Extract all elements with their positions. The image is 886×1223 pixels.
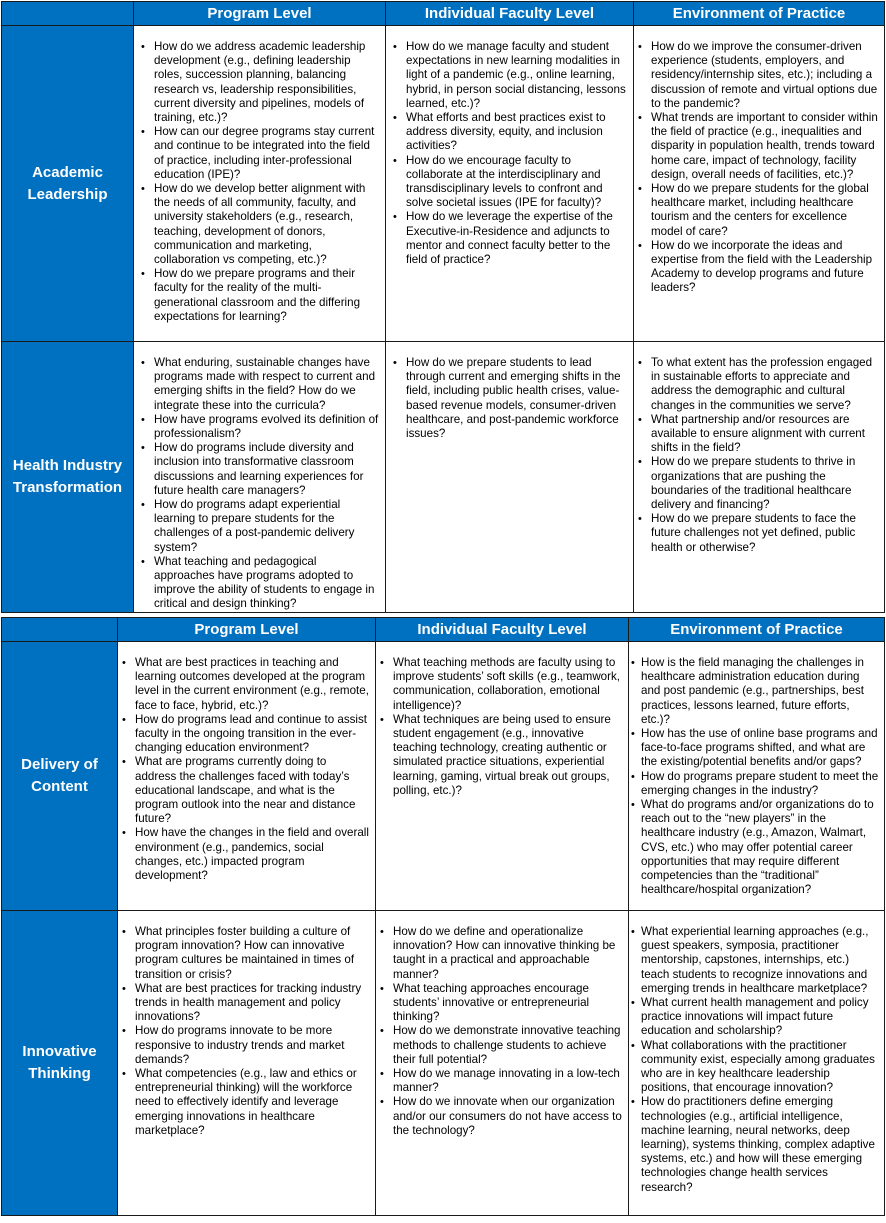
cell-environment-of-practice xyxy=(629,911,885,1216)
cell-faculty-level xyxy=(376,642,629,911)
column-header: Program Level xyxy=(134,2,386,26)
question-item: • How do we address academic leadership development (e.g., defining leadership roles, succession planning, balancing research vs, leadership responsibilities, current diversity and pipelines, models of training, etc.)? xyxy=(137,40,379,125)
question-item: • How do we prepare students to face the future challenges not yet defined, public health or otherwise? xyxy=(634,512,880,555)
question-item: • How do we prepare students to lead through current and emerging shifts in the field, including public health crises, value-based revenue models, consumer-driven healthcare, and post-pandemic workforce issues? xyxy=(389,356,627,441)
question-item: • What collaborations with the practitioner community exist, especially among graduates who are in key healthcare leadership positions, that encourage innovation? xyxy=(629,1039,880,1096)
question-item: • What enduring, sustainable changes have programs made with respect to current and emerging shifts in the field? How do we integrate these into the curricula? xyxy=(137,356,379,413)
question-item: • How do we encourage faculty to collaborate at the interdisciplinary and transdisciplinary levels to confront and solve societal issues (IPE for faculty)? xyxy=(389,154,627,211)
question-item: • How do we manage innovating in a low-tech manner? xyxy=(376,1067,622,1095)
table-row xyxy=(2,642,885,911)
question-item: • How do programs innovate to be more responsive to industry trends and market demands? xyxy=(118,1024,369,1067)
question-item: • How do programs prepare student to meet the emerging changes in the industry? xyxy=(629,770,880,798)
question-item: • What are best practices in teaching and learning outcomes developed at the program level in the current environment (e.g., remote, face to face, hybrid, etc.)? xyxy=(118,656,369,713)
column-header: Environment of Practice xyxy=(629,618,885,642)
bullet-list xyxy=(376,642,628,798)
question-item: • How have programs evolved its definition of professionalism? xyxy=(137,413,379,441)
question-item: • How do we leverage the expertise of the Executive-in-Residence and adjuncts to mentor and connect faculty better to the field of practice? xyxy=(389,210,627,267)
question-item: • What are programs currently doing to address the challenges faced with today’s educational landscape, and what is the program outlook into the near and distance future? xyxy=(118,755,369,826)
bullet-list xyxy=(376,911,628,1138)
question-item: • How do we prepare students for the global healthcare market, including healthcare tourism and the centers for excellence model of care? xyxy=(634,182,880,239)
question-item: • What principles foster building a culture of program innovation? How can innovative program cultures be maintained in times of transition or crisis? xyxy=(118,925,369,982)
cell-faculty-level xyxy=(386,26,634,342)
question-item: • How do programs include diversity and inclusion into transformative classroom discussions and learning experiences for future health care managers? xyxy=(137,441,379,498)
question-item: • What are best practices for tracking industry trends in health management and policy innovations? xyxy=(118,982,369,1025)
column-header: Program Level xyxy=(118,618,376,642)
question-item: • What partnership and/or resources are available to ensure alignment with current shifts in the field? xyxy=(634,413,880,456)
table-row xyxy=(2,911,885,1216)
question-item: • What teaching methods are faculty using to improve students’ soft skills (e.g., teamwork, communication, collaboration, emotional intelligence)? xyxy=(376,656,622,713)
bullet-list xyxy=(386,342,633,441)
cell-faculty-level xyxy=(386,342,634,613)
question-item: • What current health management and policy practice innovations will impact future education and scholarship? xyxy=(629,996,880,1039)
bullet-list xyxy=(634,26,884,296)
question-item: • What experiential learning approaches (e.g., guest speakers, symposia, practitioner mentorship, capstones, internships, etc.) teach students to recognize innovations and emerging trends in healthcare marketplace? xyxy=(629,925,880,996)
cell-environment-of-practice xyxy=(634,342,885,613)
table-row xyxy=(2,26,885,342)
bullet-list xyxy=(386,26,633,267)
column-header: Individual Faculty Level xyxy=(376,618,629,642)
row-header: Health Industry Transformation xyxy=(2,342,134,613)
question-item: • How do practitioners define emerging technologies (e.g., artificial intelligence, machine learning, neural networks, deep learning), systems thinking, complex adaptive systems, etc.) and how will these emerging technologies change health services research? xyxy=(629,1095,880,1194)
question-item: • What teaching and pedagogical approaches have programs adopted to improve the ability of students to engage in critical and design thinking? xyxy=(137,555,379,612)
bullet-list xyxy=(134,26,385,324)
corner-cell xyxy=(2,2,134,26)
column-header: Environment of Practice xyxy=(634,2,885,26)
cell-program-level xyxy=(118,642,376,911)
question-item: • What teaching approaches encourage students’ innovative or entrepreneurial thinking? xyxy=(376,982,622,1025)
question-item: • How do we improve the consumer-driven experience (students, employers, and residency/internship sites, etc.); including a discussion of remote and virtual options due to the pandemic? xyxy=(634,40,880,111)
questions-table-1 xyxy=(1,1,885,613)
question-item: • How do we demonstrate innovative teaching methods to challenge students to achieve their full potential? xyxy=(376,1024,622,1067)
question-item: • How do we develop better alignment with the needs of all community, faculty, and university stakeholders (e.g., research, teaching, development of donors, communication and marketing, collaboration vs competing, etc.)? xyxy=(137,182,379,267)
question-item: • How is the field managing the challenges in healthcare administration education during and post pandemic (e.g., partnerships, best practices, lessons learned, future efforts, etc.)? xyxy=(629,656,880,727)
cell-program-level xyxy=(134,26,386,342)
cell-environment-of-practice xyxy=(634,26,885,342)
question-item: • How has the use of online base programs and face-to-face programs shifted, and what are the existing/potential benefits and/or gaps? xyxy=(629,727,880,770)
table-row xyxy=(2,342,885,613)
row-header: Academic Leadership xyxy=(2,26,134,342)
question-item: • How do we prepare programs and their faculty for the reality of the multi-generational classroom and the differing expectations for learning? xyxy=(137,267,379,324)
row-header: Delivery of Content xyxy=(2,642,118,911)
question-item: • How do we define and operationalize innovation? How can innovative thinking be taught in a practical and approachable manner? xyxy=(376,925,622,982)
bullet-list xyxy=(629,911,884,1195)
cell-program-level xyxy=(134,342,386,613)
question-item: • What do programs and/or organizations do to reach out to the “new players” in the healthcare industry (e.g., Amazon, Walmart, CVS, etc.) who may offer potential career opportunities that may require different competencies than the “traditional” healthcare/hospital organization? xyxy=(629,798,880,897)
bullet-list xyxy=(634,342,884,555)
column-header: Individual Faculty Level xyxy=(386,2,634,26)
question-item: • What trends are important to consider within the field of practice (e.g., inequalities and disparity in population health, trends toward home care, impact of technology, facility design, overall needs of facilities, etc.)? xyxy=(634,111,880,182)
cell-faculty-level xyxy=(376,911,629,1216)
question-item: • How do we prepare students to thrive in organizations that are pushing the boundaries of the traditional healthcare delivery and financing? xyxy=(634,455,880,512)
question-item: • What techniques are being used to ensure student engagement (e.g., innovative teaching technology, creating authentic or simulated practice situations, experiential learning, gaming, virtual break out groups, polling, etc.)? xyxy=(376,713,622,798)
question-item: • How do programs lead and continue to assist faculty in the ongoing transition in the ever-changing education environment? xyxy=(118,713,369,756)
question-item: • How do programs adapt experiential learning to prepare students for the challenges of a post-pandemic delivery system? xyxy=(137,498,379,555)
bullet-list xyxy=(629,642,884,897)
row-header: Innovative Thinking xyxy=(2,911,118,1216)
question-item: • How do we innovate when our organization and/or our consumers do not have access to the technology? xyxy=(376,1095,622,1138)
cell-program-level xyxy=(118,911,376,1216)
question-item: • What competencies (e.g., law and ethics or entrepreneurial thinking) will the workforce need to effectively identify and leverage emerging innovations in healthcare marketplace? xyxy=(118,1067,369,1138)
header-row xyxy=(2,618,885,642)
bullet-list xyxy=(118,642,375,883)
bullet-list xyxy=(118,911,375,1138)
question-item: • How do we incorporate the ideas and expertise from the field with the Leadership Academy to develop programs and future leaders? xyxy=(634,239,880,296)
question-item: • How can our degree programs stay current and continue to be integrated into the field of practice, including inter-professional education (IPE)? xyxy=(137,125,379,182)
questions-table-2 xyxy=(1,617,885,1216)
header-row xyxy=(2,2,885,26)
bullet-list xyxy=(134,342,385,612)
question-item: • How do we manage faculty and student expectations in new learning modalities in light of a pandemic (e.g., online learning, hybrid, in person social distancing, lessons learned, etc.)? xyxy=(389,40,627,111)
cell-environment-of-practice xyxy=(629,642,885,911)
question-item: • What efforts and best practices exist to address diversity, equity, and inclusion activities? xyxy=(389,111,627,154)
corner-cell xyxy=(2,618,118,642)
question-item: • How have the changes in the field and overall environment (e.g., pandemics, social changes, etc.) impacted program development? xyxy=(118,826,369,883)
question-item: • To what extent has the profession engaged in sustainable efforts to appreciate and address the demographic and cultural changes in the communities we serve? xyxy=(634,356,880,413)
